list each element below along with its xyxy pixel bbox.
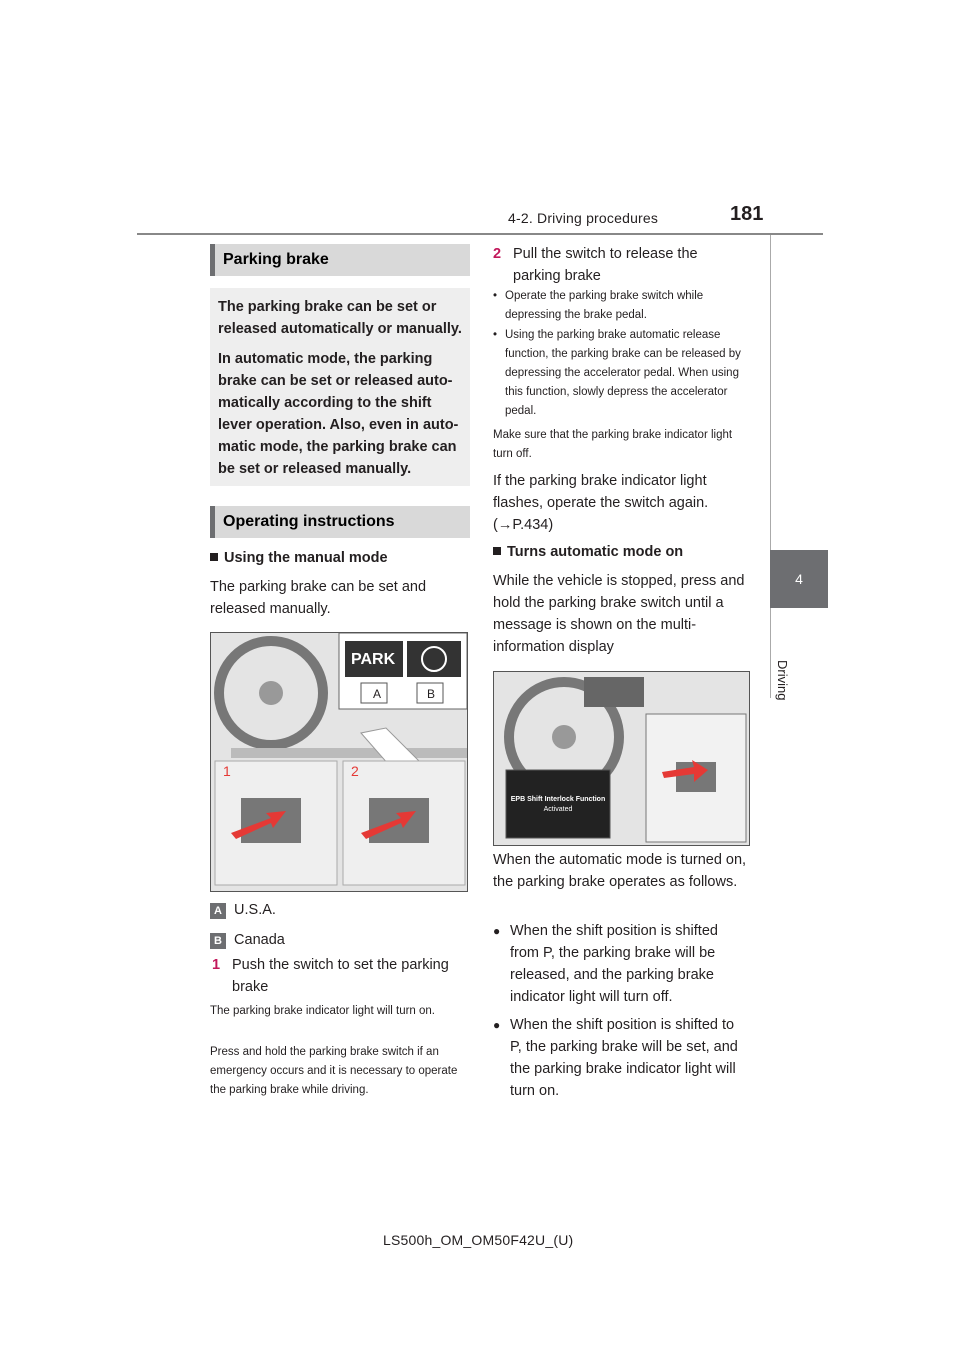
document-footer: LS500h_OM_OM50F42U_(U) — [383, 1232, 574, 1248]
release-bullet-1: • Operate the parking brake switch while depressing the brake pedal. — [493, 290, 704, 321]
chapter-number: 4 — [795, 571, 803, 587]
display-message-line-1: EPB Shift Interlock Function — [510, 796, 606, 803]
side-divider-lower — [770, 608, 771, 698]
section-title-operating-instructions: Operating instructions — [210, 506, 470, 538]
manual-mode-heading: Using the manual mode — [210, 550, 388, 566]
manual-mode-text: The parking brake can be set and released manually. — [210, 579, 427, 617]
parking-brake-switch-illustration — [210, 632, 468, 892]
auto-operates-text: When the automatic mode is turned on, the parking brake operates as follows. — [493, 852, 747, 890]
display-message-line-2: Activated — [543, 806, 573, 813]
legend-a-key: A — [210, 903, 226, 919]
auto-bullet-2: ● When the shift position is shifted to P, the parking brake will be set, and the parking brake indicator light will turn on. — [493, 1014, 749, 1102]
auto-mode-drawing — [494, 672, 749, 845]
square-bullet-icon — [493, 547, 501, 555]
figure-step-2: 2 — [351, 763, 359, 779]
park-indicator-label: PARK — [351, 651, 396, 668]
side-divider — [770, 235, 771, 550]
auto-mode-illustration — [493, 671, 750, 846]
chapter-tab — [770, 550, 828, 608]
figure-label-b: B — [427, 687, 436, 701]
intro-paragraph-1: The parking brake can be set or released automatically or manually. — [218, 299, 462, 337]
chapter-label: Driving — [775, 660, 790, 701]
step-1-note-2: Press and hold the parking brake switch if an emergency occurs and it is necessary to operate the parking brake while driving. — [210, 1046, 458, 1096]
auto-mode-heading: Turns automatic mode on — [493, 544, 683, 560]
bullet-dot-icon: ● — [493, 924, 501, 938]
legend-b: B Canada — [210, 929, 285, 951]
page-number: 181 — [730, 203, 764, 225]
dashboard-drawing — [211, 633, 467, 891]
step-1-text: Push the switch to set the parking brake — [232, 957, 449, 995]
figure-label-a: A — [373, 687, 382, 701]
intro-paragraph-2: In automatic mode, the parking brake can be set or released auto-matically according to the shift lever operation. Also, even in auto-matic mode, the parking brake can be set or released manually. — [218, 351, 459, 477]
release-note: Make sure that the parking brake indicator light turn off. — [493, 429, 733, 460]
release-bullet-2: • Using the parking brake automatic release function, the parking brake can be released by depressing the accelerator pedal. When using this function, slowly depress the accelerator pedal. — [493, 329, 741, 417]
figure-step-1: 1 — [223, 763, 231, 779]
step-2-text: Pull the switch to release the parking brake — [513, 246, 698, 284]
auto-mode-text: While the vehicle is stopped, press and hold the parking brake switch until a message is shown on the multi-information display — [493, 573, 745, 655]
release-flash-text: If the parking brake indicator light flashes, operate the switch again. (→P.434) — [493, 473, 709, 533]
step-1-number: 1 — [212, 957, 221, 973]
section-title-parking-brake: Parking brake — [210, 244, 470, 276]
legend-b-key: B — [210, 933, 226, 949]
legend-a: A U.S.A. — [210, 899, 276, 921]
step-2-number: 2 — [493, 246, 502, 262]
step-1-note-1: The parking brake indicator light will turn on. — [210, 1005, 436, 1017]
bullet-dot-icon: ● — [493, 1018, 501, 1032]
square-bullet-icon — [210, 553, 218, 561]
header-rule — [137, 233, 823, 235]
running-header: 4-2. Driving procedures — [508, 210, 659, 226]
auto-bullet-1: ● When the shift position is shifted from P, the parking brake will be released, and the parking brake indicator light will turn off. — [493, 920, 749, 1008]
